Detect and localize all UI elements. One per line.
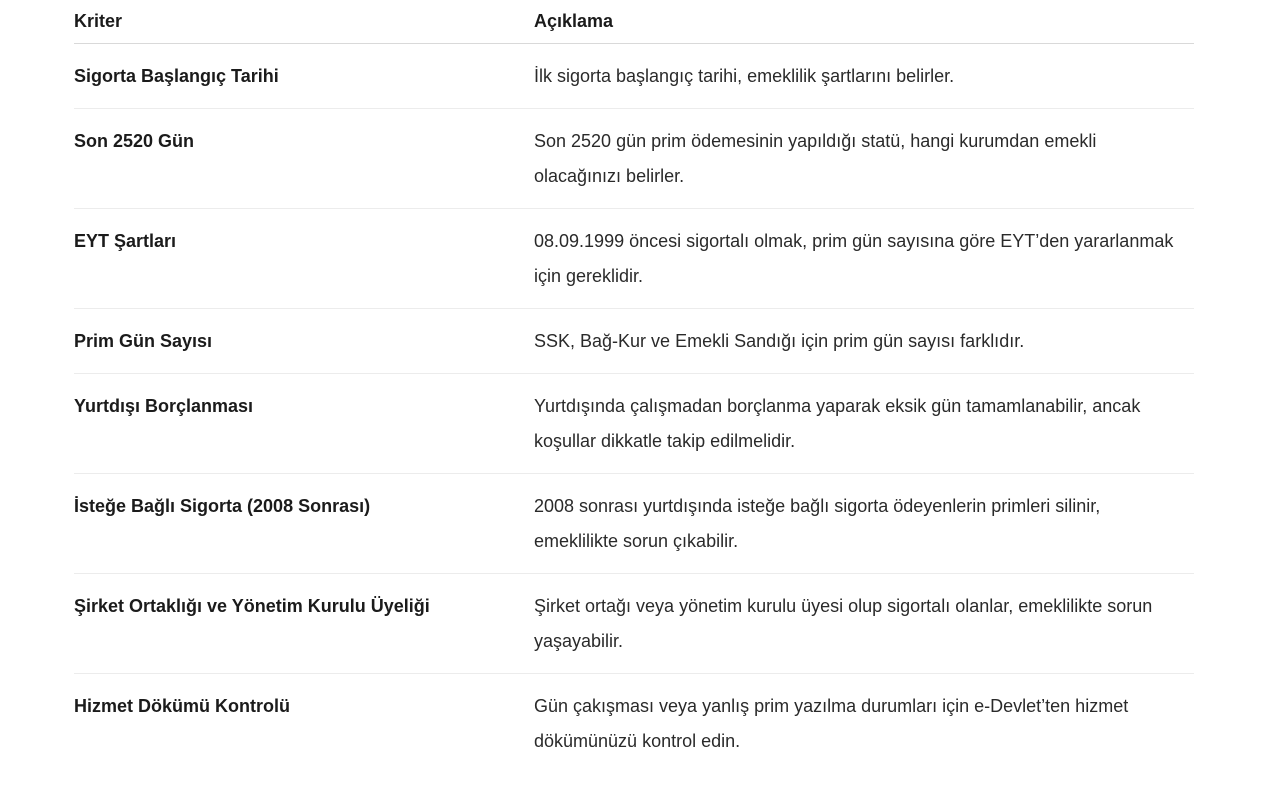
row-description: Gün çakışması veya yanlış prim yazılma durumları için e-Devlet’ten hizmet dökümünüzü kontrol edin. bbox=[534, 696, 1129, 751]
row-criterion: İsteğe Bağlı Sigorta (2008 Sonrası) bbox=[74, 474, 534, 574]
table-row bbox=[74, 474, 1194, 574]
row-description: Yurtdışında çalışmadan borçlanma yaparak eksik gün tamamlanabilir, ancak koşullar dikkatle takip edilmelidir. bbox=[534, 374, 1194, 474]
row-description: 08.09.1999 öncesi sigortalı olmak, prim gün sayısına göre EYT’den yararlanmak için gereklidir. bbox=[534, 209, 1194, 309]
row-criterion: Hizmet Dökümü Kontrolü bbox=[74, 696, 290, 716]
row-description: Son 2520 gün prim ödemesinin yapıldığı statü, hangi kurumdan emekli olacağınızı belirler. bbox=[534, 109, 1194, 209]
table-row bbox=[74, 374, 1194, 474]
table-row bbox=[74, 574, 1194, 674]
table-row bbox=[74, 674, 1194, 774]
header-criterion: Kriter bbox=[74, 0, 534, 44]
row-description: SSK, Bağ-Kur ve Emekli Sandığı için prim gün sayısı farklıdır. bbox=[534, 309, 1194, 374]
row-criterion: Yurtdışı Borçlanması bbox=[74, 374, 534, 474]
row-criterion: Son 2520 Gün bbox=[74, 109, 534, 209]
row-description: 2008 sonrası yurtdışında isteğe bağlı sigorta ödeyenlerin primleri silinir, emeklilikte sorun çıkabilir. bbox=[534, 474, 1194, 574]
table-header bbox=[74, 0, 1194, 44]
row-description: Şirket ortağı veya yönetim kurulu üyesi olup sigortalı olanlar, emeklilikte sorun yaşayabilir. bbox=[534, 574, 1194, 674]
table-row bbox=[74, 209, 1194, 309]
table-body bbox=[74, 44, 1194, 774]
table-row bbox=[74, 44, 1194, 109]
header-description: Açıklama bbox=[534, 0, 1194, 44]
row-description: İlk sigorta başlangıç tarihi, emeklilik şartlarını belirler. bbox=[534, 44, 1194, 109]
header-row bbox=[74, 0, 1194, 44]
row-criterion: Şirket Ortaklığı ve Yönetim Kurulu Üyeliği bbox=[74, 574, 534, 674]
table-row bbox=[74, 109, 1194, 209]
row-criterion: Prim Gün Sayısı bbox=[74, 309, 534, 374]
row-criterion: EYT Şartları bbox=[74, 209, 534, 309]
table-row bbox=[74, 309, 1194, 374]
criteria-table-container bbox=[74, 0, 1194, 773]
row-criterion: Sigorta Başlangıç Tarihi bbox=[74, 44, 534, 109]
criteria-table bbox=[74, 0, 1194, 773]
